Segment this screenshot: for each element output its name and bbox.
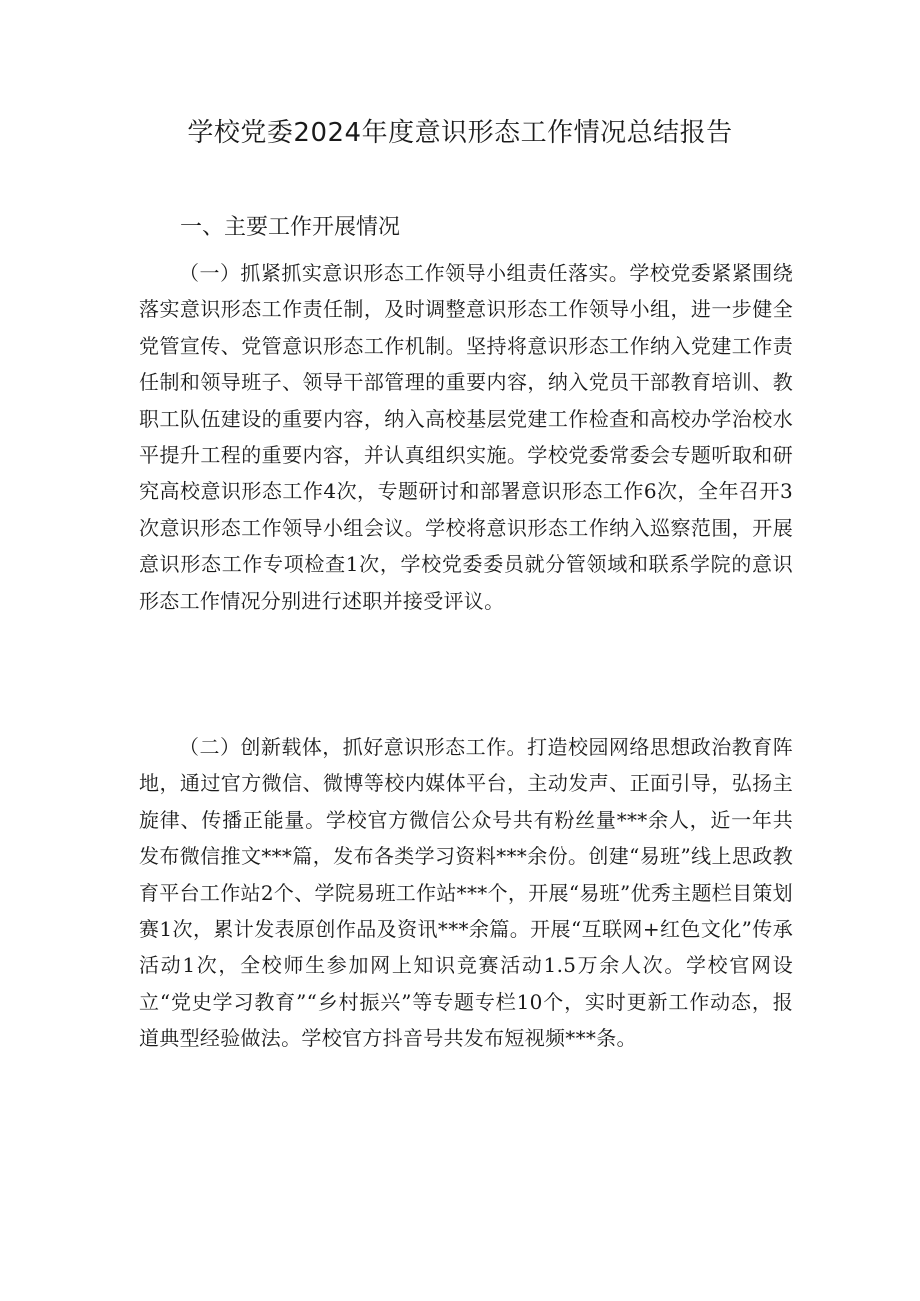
section-heading-main-work: 一、主要工作开展情况	[180, 215, 401, 240]
paragraph-innovative-carriers: （二）创新载体，抓好意识形态工作。打造校园网络思想政治教育阵地，通过官方微信、微博等校内媒体平台，主动发声、正面引导，弘扬主旋律、传播正能量。学校官方微信公众号共有粉丝量***余人，近一年共发布微信推文***篇，发布各类学习资料***余份。创建“易班”线上思政教育平台工作站2个、学院易班工作站***个，开展“易班”优秀主题栏目策划赛1次，累计发表原创作品及资讯***余篇。开展“互联网+红色文化”传承活动1次，全校师生参加网上知识竞赛活动1.5万余人次。学校官网设立“党史学习教育”“乡村振兴”等专题专栏10个，实时更新工作动态，报道典型经验做法。学校官方抖音号共发布短视频***条。	[139, 735, 793, 1051]
document-title: 学校党委2024年度意识形态工作情况总结报告	[187, 118, 733, 148]
paragraph-leadership-responsibility: （一）抓紧抓实意识形态工作领导小组责任落实。学校党委紧紧围绕落实意识形态工作责任制，及时调整意识形态工作领导小组，进一步健全党管宣传、党管意识形态工作机制。坚持将意识形态工作纳入党建工作责任制和领导班子、领导干部管理的重要内容，纳入党员干部教育培训、教职工队伍建设的重要内容，纳入高校基层党建工作检查和高校办学治校水平提升工程的重要内容，并认真组织实施。学校党委常委会专题听取和研究高校意识形态工作4次，专题研讨和部署意识形态工作6次，全年召开3次意识形态工作领导小组会议。学校将意识形态工作纳入巡察范围，开展意识形态工作专项检查1次，学校党委委员就分管领域和联系学院的意识形态工作情况分别进行述职并接受评议。	[139, 261, 793, 613]
